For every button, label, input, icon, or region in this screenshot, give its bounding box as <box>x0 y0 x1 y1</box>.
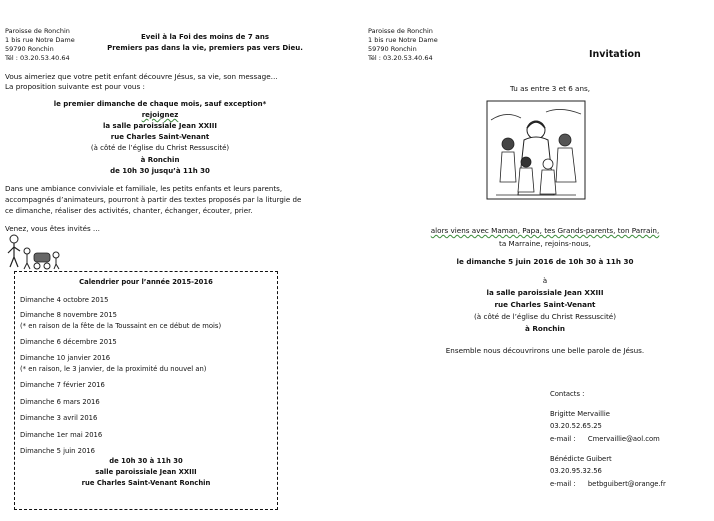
left-address-line: 1 bis rue Notre Dame <box>5 36 75 44</box>
calendar-line: Dimanche 8 novembre 2015 <box>20 311 117 319</box>
invited-line: Venez, vous êtes invités … <box>5 224 101 233</box>
calendar-line: Dimanche 6 mars 2016 <box>20 398 100 406</box>
event-date: le dimanche 5 juin 2016 de 10h 30 à 11h 30 <box>456 257 634 266</box>
contact-phone: 03.20.95.32.56 <box>550 467 602 475</box>
place-line: (à côté de l’église du Christ Ressuscité) <box>474 312 616 321</box>
contact-email[interactable]: betbguibert@orange.fr <box>587 480 666 488</box>
left-header-line: Eveil à la Foi des moins de 7 ans <box>140 33 270 41</box>
calendar-footer-line: de 10h 30 à 11h 30 <box>109 457 183 465</box>
proposal-line: à Ronchin <box>140 156 180 164</box>
right-body-line: ta Marraine, rejoins-nous, <box>499 239 591 248</box>
contact-name: Bénédicte Guibert <box>550 455 612 463</box>
left-header-line: Premiers pas dans la vie, premiers pas vers Dieu. <box>107 44 303 52</box>
left-intro-line: Vous aimeriez que votre petit enfant découvre Jésus, sa vie, son message… <box>5 72 278 81</box>
left-address-line: Paroisse de Ronchin <box>5 27 70 35</box>
calendar-line: Dimanche 1er mai 2016 <box>20 431 103 439</box>
proposal-line: le premier dimanche de chaque mois, sauf exception* <box>53 100 267 108</box>
calendar-note: (* en raison de la fête de la Toussaint en ce début de mois) <box>20 322 222 330</box>
left-address-line: Tél : 03.20.53.40.64 <box>5 54 70 62</box>
left-intro-line: La proposition suivante est pour vous : <box>5 82 145 91</box>
right-address-line: Tél : 03.20.53.40.64 <box>368 54 433 62</box>
jesus-with-children-illustration <box>486 100 586 200</box>
left-body-line: accompagnés d’animateurs, pourront à partir des textes proposés par la liturgie de <box>5 195 302 204</box>
left-body-line: Dans une ambiance conviviale et familiale, les petits enfants et leurs parents, <box>5 184 283 193</box>
proposal-line: rejoignez <box>141 111 179 119</box>
family-walking-illustration <box>4 233 66 273</box>
right-address-line: 1 bis rue Notre Dame <box>368 36 438 44</box>
calendar-line: Dimanche 7 février 2016 <box>20 381 105 389</box>
invitation-title: Invitation <box>589 49 641 60</box>
left-body-line: ce dimanche, réaliser des activités, chanter, échanger, écouter, prier. <box>5 206 253 215</box>
calendar-line: Dimanche 3 avril 2016 <box>20 414 98 422</box>
contact-name: Brigitte Mervaillie <box>550 410 610 418</box>
contact-email-label: e-mail : <box>550 480 576 488</box>
contact-email-label: e-mail : <box>550 435 576 443</box>
contacts-label: Contacts : <box>550 390 585 398</box>
calendar-line: Dimanche 6 décembre 2015 <box>20 338 117 346</box>
calendar-title: Calendrier pour l’année 2015-2016 <box>79 278 213 286</box>
proposal-line: la salle paroissiale Jean XXIII <box>103 122 217 130</box>
place-line: rue Charles Saint-Venant <box>494 300 596 309</box>
proposal-line: (à côté de l’église du Christ Ressuscité) <box>90 144 230 152</box>
right-address-line: Paroisse de Ronchin <box>368 27 433 35</box>
left-address-line: 59790 Ronchin <box>5 45 54 53</box>
calendar-footer-line: rue Charles Saint-Venant Ronchin <box>81 479 211 487</box>
contact-email-row <box>550 435 660 443</box>
right-address-line: 59790 Ronchin <box>368 45 417 53</box>
contact-email-row <box>550 480 666 488</box>
closing-line: Ensemble nous découvrirons une belle parole de Jésus. <box>445 346 645 355</box>
calendar-note: (* en raison, le 3 janvier, de la proximité du nouvel an) <box>20 365 207 373</box>
calendar-line: Dimanche 4 octobre 2015 <box>20 296 109 304</box>
calendar-footer-line: salle paroissiale Jean XXIII <box>95 468 197 476</box>
a-line: à <box>542 276 548 285</box>
place-line: à Ronchin <box>525 324 565 333</box>
right-body-line: alors viens avec Maman, Papa, tes Grands-parents, ton Parrain, <box>430 226 660 235</box>
place-line: la salle paroissiale Jean XXIII <box>486 288 604 297</box>
proposal-line: de 10h 30 jusqu’à 11h 30 <box>110 167 210 175</box>
age-line: Tu as entre 3 et 6 ans, <box>509 84 591 93</box>
proposal-line: rue Charles Saint-Venant <box>110 133 210 141</box>
calendar-line: Dimanche 5 juin 2016 <box>20 447 95 455</box>
calendar-line: Dimanche 10 janvier 2016 <box>20 354 111 362</box>
contact-email[interactable]: Cmervaillie@aol.com <box>587 435 660 443</box>
contact-phone: 03.20.52.65.25 <box>550 422 602 430</box>
